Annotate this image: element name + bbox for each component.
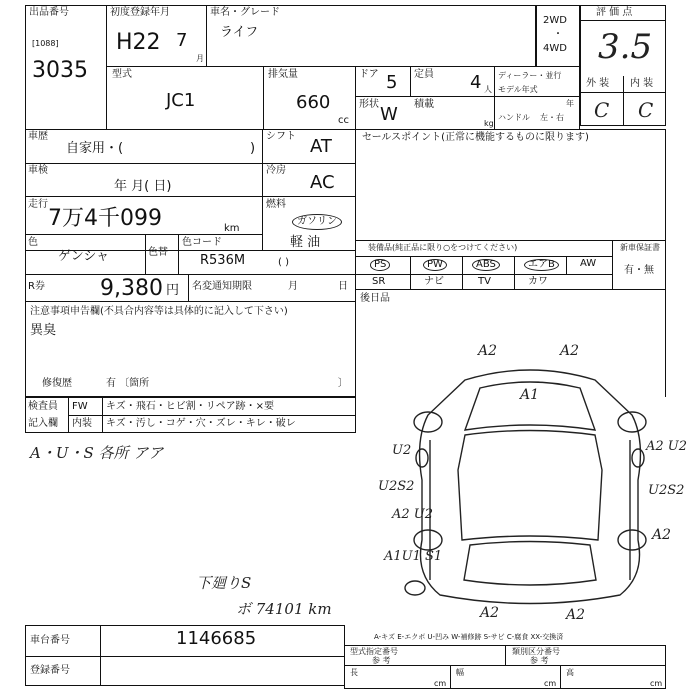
inspector-note-1: A・U・S 各所 アア — [30, 444, 164, 462]
mark-2: A2 — [560, 343, 580, 359]
inspection-label: 車検 — [28, 165, 48, 176]
load-unit: kg — [484, 119, 494, 128]
type-value: JC1 — [166, 90, 196, 111]
score-label: 評 価 点 — [596, 7, 633, 18]
height-label: 高 — [566, 668, 574, 677]
category-close: ) — [250, 141, 256, 156]
inspector-legend-1: キズ・飛石・ヒビ割・リペア跡・×要 — [106, 401, 274, 412]
shift-label: シフト — [266, 131, 296, 142]
equipment-label: 装備品(純正品に限り○をつけてください) — [368, 243, 518, 252]
interior-label: 内 装 — [630, 78, 654, 89]
shape-value: W — [380, 104, 398, 125]
month-unit: 月 — [196, 54, 204, 63]
mark-1: A2 — [478, 343, 498, 359]
mark-10: A1U1 S1 — [384, 549, 443, 564]
width-cm: cm — [544, 679, 557, 688]
inspector-label-2: 記入欄 — [28, 418, 58, 429]
mark-9: A2 — [652, 527, 672, 543]
equip-ps: PS — [370, 259, 390, 271]
lot-label: 出品番号 — [29, 7, 69, 18]
fuel-other: ( ) — [278, 257, 289, 268]
inspector-interior: 内装 — [72, 418, 92, 429]
chassis-label: 車台番号 — [30, 635, 70, 646]
recycle-value: 9,380 — [100, 276, 163, 301]
car-body-outline — [420, 370, 641, 604]
shift-value: AT — [310, 136, 332, 157]
capacity-unit: 人 — [484, 85, 492, 94]
ac-label: 冷房 — [266, 165, 286, 176]
fuel-label: 燃料 — [266, 199, 286, 210]
door-label: ドア — [359, 69, 379, 80]
inspector-note-3: ボ 74101 km — [236, 600, 332, 618]
equip-aw: AW — [580, 258, 597, 269]
lot-sub: [1088] — [32, 39, 59, 48]
mileage-label: 走行 — [28, 199, 48, 210]
capacity-value: 4 — [470, 72, 482, 93]
repair-close: 〕 — [338, 378, 348, 389]
name-change-label: 名変通知期限 — [192, 281, 252, 292]
length-cm: cm — [434, 679, 447, 688]
mileage-unit: km — [224, 223, 240, 234]
handle-label: ハンドル — [498, 113, 530, 122]
handle-options: 左・右 — [540, 113, 564, 122]
mark-12: A2 — [566, 607, 586, 623]
model-year-label: モデル年式 — [498, 85, 538, 94]
form-spec-sub: 参 考 — [372, 656, 391, 665]
inspector-label-1: 検査員 — [28, 401, 58, 412]
fuel-gasoline: ガソリン — [292, 214, 342, 230]
mark-4: A2 U2 — [646, 439, 688, 454]
car-diagram — [370, 340, 690, 630]
exterior-label: 外 装 — [586, 78, 610, 89]
recycle-unit: 円 — [166, 283, 180, 298]
first-reg-label: 初度登録年月 — [110, 7, 170, 18]
mark-3: A1 — [520, 387, 540, 403]
score-value: 3.5 — [598, 27, 653, 67]
equip-leather: カワ — [528, 276, 548, 287]
repair-label: 修復歴 — [42, 378, 72, 389]
equip-sr: SR — [372, 276, 386, 287]
width-label: 幅 — [456, 668, 464, 677]
reg-box — [25, 656, 345, 686]
year-unit: 年 — [566, 99, 574, 108]
name-change-month: 月 — [288, 281, 298, 292]
sales-point-box — [355, 129, 666, 241]
displacement-label: 排気量 — [268, 69, 298, 80]
sales-point-label: セールスポイント(正常に機能するものに限ります) — [362, 132, 589, 143]
drive-2wd: 2WD — [543, 15, 567, 26]
equip-pw: PW — [423, 259, 447, 271]
door-value: 5 — [386, 72, 398, 93]
mark-7: U2S2 — [648, 483, 685, 498]
ac-value: AC — [310, 172, 335, 193]
equip-airbag: エアB — [524, 259, 559, 271]
equip-abs: ABS — [472, 259, 500, 271]
drive-dot: ・ — [553, 29, 563, 40]
form-spec-label: 型式指定番号 — [350, 647, 398, 656]
mark-11: A2 — [480, 605, 500, 621]
category-label: 車歴 — [28, 131, 48, 142]
shape-label: 形状 — [359, 99, 379, 110]
damage-legend: A-キズ E-エクボ U-凹み W-補修跡 S-サビ C-腐食 XX-交換済 — [374, 633, 564, 641]
color-change-label: 色替 — [148, 247, 168, 258]
height-cm: cm — [650, 679, 663, 688]
equip-tv: TV — [478, 276, 491, 287]
warranty-value: 有・無 — [624, 265, 654, 276]
recycle-box — [25, 274, 356, 302]
displacement-value: 660 — [296, 92, 331, 113]
warranty-label: 新車保証書 — [620, 243, 660, 252]
color-value: ゲンシャ — [58, 249, 110, 264]
first-reg-month: 7 — [176, 30, 188, 51]
reg-label: 登録番号 — [30, 665, 70, 676]
inspector-note-2: 下廻りS — [196, 574, 252, 592]
repair-value: 有 〔箇所 — [106, 378, 150, 389]
mark-8: A2 U2 — [392, 507, 434, 522]
color-code-value: R536M — [200, 253, 246, 268]
class-sub: 参 考 — [530, 656, 549, 665]
color-label: 色 — [28, 237, 38, 248]
interior-grade: C — [638, 98, 654, 122]
model-name: ライフ — [220, 25, 259, 40]
first-reg-box — [106, 5, 536, 67]
type-label: 型式 — [112, 69, 132, 80]
model-label: 車名・グレード — [210, 7, 280, 18]
notes-label: 注意事項申告欄(不具合内容等は具体的に記入して下さい) — [30, 306, 288, 317]
inspector-legend-2: キズ・汚し・コゲ・穴・ズレ・キレ・破レ — [106, 418, 296, 429]
recycle-label: R券 — [28, 281, 45, 292]
notes-value: 異臭 — [30, 323, 57, 338]
mark-6: U2S2 — [378, 479, 415, 494]
capacity-label: 定員 — [414, 69, 434, 80]
class-label: 類別区分番号 — [512, 647, 560, 656]
mileage-value: 7万4千099 — [48, 206, 162, 231]
mark-5: U2 — [392, 443, 412, 458]
chassis-value: 1146685 — [176, 628, 257, 649]
displacement-unit: cc — [338, 115, 349, 126]
fuel-diesel: 軽 油 — [290, 235, 321, 250]
rear-items-label: 後日品 — [360, 293, 390, 304]
color-code-label: 色コード — [182, 237, 222, 248]
first-reg-era: H22 — [116, 30, 161, 55]
category-value: 自家用・( — [66, 141, 124, 156]
lot-number: 3035 — [32, 58, 88, 83]
length-label: 長 — [350, 668, 358, 677]
equip-navi: ナビ — [424, 276, 444, 287]
dealer-label: ディーラー・並行 — [498, 71, 562, 80]
drive-4wd: 4WD — [543, 43, 567, 54]
load-label: 積載 — [414, 99, 434, 110]
name-change-day: 日 — [338, 281, 348, 292]
inspection-value: 年 月( 日) — [114, 179, 172, 194]
inspector-fw: FW — [72, 401, 88, 412]
exterior-grade: C — [594, 98, 610, 122]
